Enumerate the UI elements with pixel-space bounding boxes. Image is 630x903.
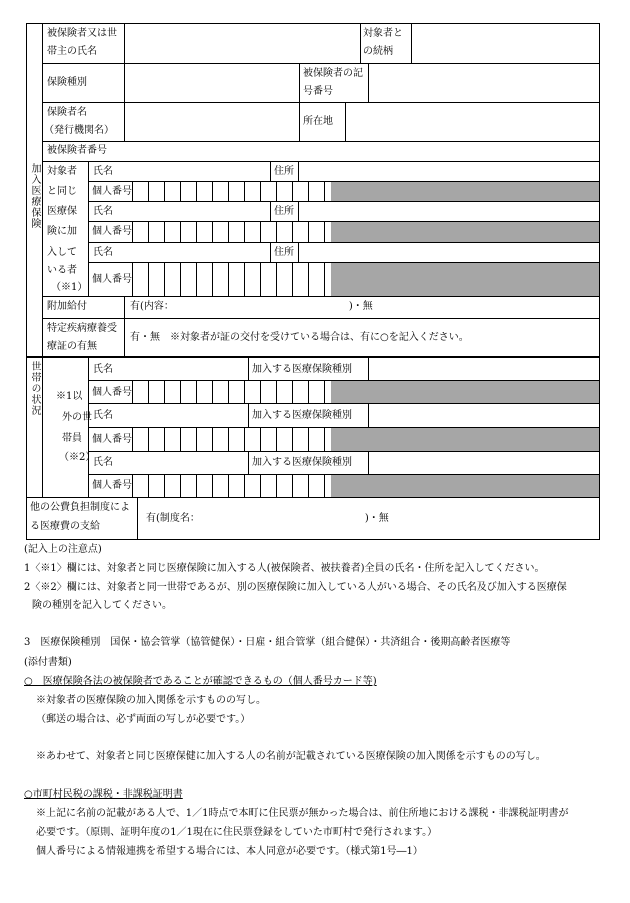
digit-cell-divider xyxy=(164,262,165,296)
other-members-label: 帯員 xyxy=(62,433,82,444)
digit-cell-divider xyxy=(308,262,309,296)
digit-cell-divider xyxy=(276,427,277,451)
personal-number-label: 個人番号 xyxy=(92,480,132,491)
digit-cell-divider xyxy=(196,380,197,403)
shaded-cell xyxy=(331,428,599,451)
insured-id-field[interactable] xyxy=(126,142,598,160)
name-label: 氏名 xyxy=(93,166,113,177)
digit-cell-divider xyxy=(228,262,229,296)
digit-cell-divider xyxy=(180,427,181,451)
special-disease-label: 特定疾病療養受 xyxy=(47,323,117,334)
attachment-2-text: 個人番号による情報連携を希望する場合には、本人同意が必要です。（様式第1号―1） xyxy=(36,846,423,857)
additional-benefit-value[interactable]: 有(内容： )・無 xyxy=(130,301,373,312)
public-subsidy-value[interactable]: 有(制度名： )・無 xyxy=(146,513,389,524)
digit-cell-divider xyxy=(308,380,309,403)
digit-cell-divider xyxy=(212,181,213,201)
insurer-label: （発行機関名） xyxy=(44,125,114,136)
attachment-1-text: ※対象者の医療保険の加入関係を示すものの写し。 xyxy=(36,695,266,706)
digit-cell-divider xyxy=(164,380,165,403)
digit-cell-divider xyxy=(148,181,149,201)
digit-cell-divider xyxy=(260,221,261,242)
residence-label: 住所 xyxy=(274,166,294,177)
shaded-cell xyxy=(331,182,599,201)
digit-cell-divider xyxy=(308,221,309,242)
digit-cell-divider xyxy=(212,380,213,403)
section-household: 世帯の状況 xyxy=(29,361,40,416)
name-label: 氏名 xyxy=(93,410,113,421)
digit-cell-divider xyxy=(212,474,213,497)
insured-number-field[interactable] xyxy=(370,64,598,101)
digit-cell-divider xyxy=(292,474,293,497)
digit-cell-divider xyxy=(276,181,277,201)
digit-cell-divider xyxy=(228,427,229,451)
other-members-label: （※2） xyxy=(59,452,96,463)
shaded-cell xyxy=(331,263,599,296)
attachment-2-title: ○市町村民税の課税・非課税証明書 xyxy=(24,789,183,800)
digit-cell-divider xyxy=(260,262,261,296)
digit-cell-divider xyxy=(260,380,261,403)
personal-number-label: 個人番号 xyxy=(92,226,132,237)
digit-cell-divider xyxy=(260,181,261,201)
address-field[interactable] xyxy=(347,103,598,140)
digit-cell-divider xyxy=(324,221,325,242)
insured-id-label: 被保険者番号 xyxy=(47,145,107,156)
public-subsidy-label: る医療費の支給 xyxy=(30,521,100,532)
digit-cell-divider xyxy=(244,380,245,403)
digit-cell-divider xyxy=(324,181,325,201)
residence-label: 住所 xyxy=(274,247,294,258)
digit-cell-divider xyxy=(244,262,245,296)
digit-cell-divider xyxy=(244,181,245,201)
name-label: 氏名 xyxy=(93,457,113,468)
insured-name-label: 被保険者又は世 xyxy=(47,28,117,39)
shaded-cell xyxy=(331,222,599,242)
digit-cell-divider xyxy=(324,262,325,296)
attachment-2-text: 必要です。（原則、証明年度の1／1現在に住民票登録をしていた市町村で発行されます。） xyxy=(36,827,438,838)
note-2: 険の種別を記入してください。 xyxy=(32,600,172,611)
special-disease-label: 療証の有無 xyxy=(47,341,97,352)
note-1: 1〈※1〉欄には、対象者と同じ医療保険に加入する人(被保険者、被扶養者)全員の氏名・住所を記入してください。 xyxy=(24,563,545,574)
personal-number-label: 個人番号 xyxy=(92,434,132,445)
relation-label: の続柄 xyxy=(363,46,393,57)
section-enrolled-insurance: 加入医療保険 xyxy=(29,163,40,229)
covered-persons-label: 険に加 xyxy=(47,226,77,237)
digit-cell-divider xyxy=(292,181,293,201)
digit-cell-divider xyxy=(180,221,181,242)
digit-cell-divider xyxy=(180,181,181,201)
residence-label: 住所 xyxy=(274,206,294,217)
digit-cell-divider xyxy=(148,427,149,451)
covered-persons-label: 入して xyxy=(47,247,77,258)
digit-cell-divider xyxy=(148,380,149,403)
digit-cell-divider xyxy=(244,221,245,242)
digit-cell-divider xyxy=(228,181,229,201)
digit-cell-divider xyxy=(196,427,197,451)
digit-cell-divider xyxy=(228,380,229,403)
attachment-1-text: ※あわせて、対象者と同じ医療保健に加入する人の名前が記載されている医療保険の加入関係を示すものの写し。 xyxy=(36,751,546,762)
digit-cell-divider xyxy=(180,380,181,403)
digit-cell-divider xyxy=(228,221,229,242)
insured-name-field[interactable] xyxy=(126,24,358,62)
covered-persons-label: （※1） xyxy=(51,282,88,293)
digit-cell-divider xyxy=(148,474,149,497)
digit-cell-divider xyxy=(244,427,245,451)
shaded-cell xyxy=(331,475,599,497)
special-disease-value[interactable]: 有・無 ※対象者が証の交付を受けている場合は、有に○を記入ください。 xyxy=(130,332,469,343)
attachments-heading: (添付書類) xyxy=(24,657,72,668)
personal-number-label: 個人番号 xyxy=(92,274,132,285)
attachment-1-text: （郵送の場合は、必ず両面の写しが必要です。） xyxy=(36,714,251,725)
name-label: 氏名 xyxy=(93,247,113,258)
shaded-cell xyxy=(331,381,599,403)
digit-cell-divider xyxy=(196,181,197,201)
relation-field[interactable] xyxy=(413,24,598,62)
digit-cell-divider xyxy=(276,380,277,403)
digit-cell-divider xyxy=(180,262,181,296)
digit-cell-divider xyxy=(196,221,197,242)
digit-cell-divider xyxy=(260,474,261,497)
additional-benefit-label: 附加給付 xyxy=(47,301,87,312)
covered-persons-label: 対象者 xyxy=(47,166,77,177)
joined-insurance-type-label: 加入する医療保険種別 xyxy=(252,410,352,421)
digit-cell-divider xyxy=(244,474,245,497)
covered-persons-label: いる者 xyxy=(47,265,77,276)
digit-cell-divider xyxy=(212,221,213,242)
insured-number-label: 号番号 xyxy=(303,86,333,97)
digit-cell-divider xyxy=(164,221,165,242)
digit-cell-divider xyxy=(276,474,277,497)
digit-cell-divider xyxy=(292,380,293,403)
digit-cell-divider xyxy=(196,474,197,497)
digit-cell-divider xyxy=(276,221,277,242)
address-label: 所在地 xyxy=(303,116,333,127)
digit-cell-divider xyxy=(164,427,165,451)
insured-name-label: 帯主の氏名 xyxy=(47,46,97,57)
joined-insurance-type-label: 加入する医療保険種別 xyxy=(252,364,352,375)
other-members-label: 外の世 xyxy=(62,412,92,423)
digit-cell-divider xyxy=(292,427,293,451)
digit-cell-divider xyxy=(324,427,325,451)
joined-insurance-type-label: 加入する医療保険種別 xyxy=(252,457,352,468)
name-label: 氏名 xyxy=(93,364,113,375)
digit-cell-divider xyxy=(164,474,165,497)
digit-cell-divider xyxy=(324,380,325,403)
covered-persons-label: と同じ xyxy=(47,186,77,197)
digit-cell-divider xyxy=(276,262,277,296)
digit-cell-divider xyxy=(292,262,293,296)
digit-cell-divider xyxy=(292,221,293,242)
personal-number-label: 個人番号 xyxy=(92,186,132,197)
digit-cell-divider xyxy=(148,262,149,296)
digit-cell-divider xyxy=(148,221,149,242)
insurance-type-label: 保険種別 xyxy=(47,77,87,88)
insured-number-label: 被保険者の記 xyxy=(303,68,363,79)
digit-cell-divider xyxy=(196,262,197,296)
digit-cell-divider xyxy=(260,427,261,451)
attachment-2-text: ※上記に名前の記載がある人で、1／1時点で本町に住民票が無かった場合は、前住所地における課税・非課税証明書が xyxy=(36,808,569,819)
attachment-1-title: ○ 医療保険各法の被保険者であることが確認できるもの（個人番号カード等) xyxy=(24,676,377,687)
digit-cell-divider xyxy=(308,181,309,201)
digit-cell-divider xyxy=(212,262,213,296)
digit-cell-divider xyxy=(180,474,181,497)
digit-cell-divider xyxy=(324,474,325,497)
digit-cell-divider xyxy=(308,427,309,451)
notes-heading: (記入上の注意点) xyxy=(24,544,102,555)
note-2: 2〈※2〉欄には、対象者と同一世帯であるが、別の医療保険に加入している人がいる場合、その氏名及び加入する医療保 xyxy=(24,582,567,593)
insurer-field[interactable] xyxy=(126,103,298,140)
digit-cell-divider xyxy=(308,474,309,497)
personal-number-label: 個人番号 xyxy=(92,387,132,398)
digit-cell-divider xyxy=(212,427,213,451)
digit-cell-divider xyxy=(164,181,165,201)
covered-persons-label: 医療保 xyxy=(47,206,77,217)
other-members-label: ※1以 xyxy=(56,391,83,402)
note-3: 3 医療保険種別 国保・協会管掌（協管健保）・日雇・組合管掌（組合健保）・共済組合・後期高齢者医療等 xyxy=(24,637,511,648)
insurer-label: 保険者名 xyxy=(47,107,87,118)
name-label: 氏名 xyxy=(93,206,113,217)
public-subsidy-label: 他の公費負担制度によ xyxy=(30,502,130,513)
relation-label: 対象者と xyxy=(363,28,403,39)
insurance-type-field[interactable] xyxy=(126,64,298,101)
digit-cell-divider xyxy=(228,474,229,497)
